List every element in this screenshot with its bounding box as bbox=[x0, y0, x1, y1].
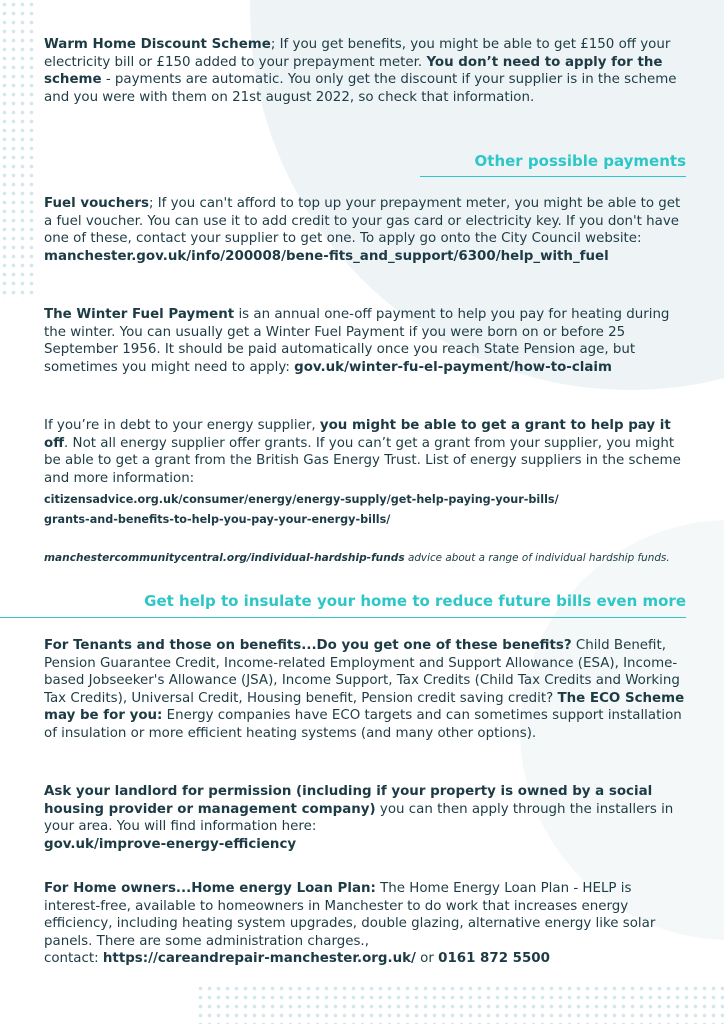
grant-highlight: you might be able to get a grant to help pay it off bbox=[44, 418, 671, 451]
text: If you’re in debt to your energy supplier, bbox=[44, 418, 320, 433]
citizens-advice-link-line2[interactable]: grants-and-benefits-to-help-you-pay-your-energy-bills/ bbox=[44, 513, 391, 526]
text: Energy companies have ECO targets and can sometimes support installation of insulation or more efficient heating systems (and many other options). bbox=[44, 708, 682, 741]
text: ; If you get benefits, you might be able to get £150 off your electricity bill or £150 added to your prepayment meter. bbox=[44, 37, 671, 70]
heading-rule bbox=[420, 176, 686, 177]
text: you can then apply through the installers in your area. You will find information here: bbox=[44, 801, 674, 835]
dot-pattern-bottom bbox=[196, 984, 724, 1024]
home-owners-title: For Home owners...Home energy Loan Plan: bbox=[44, 881, 376, 896]
heading-other-payments: Other possible payments bbox=[474, 152, 686, 170]
text: or bbox=[415, 951, 439, 967]
warm-home-discount-paragraph bbox=[44, 36, 686, 106]
text: - payments are automatic. You only get the discount if your supplier is in the scheme and you were with them on 21st august 2022, so check that information. bbox=[44, 72, 677, 105]
debt-paragraph bbox=[44, 417, 686, 487]
hardship-funds-link[interactable]: manchestercommunitycentral.org/individual-hardship-funds bbox=[44, 552, 405, 564]
citizens-advice-link-line1[interactable]: citizensadvice.org.uk/consumer/energy/energy-supply/get-help-paying-your-bills/ bbox=[44, 493, 559, 506]
landlord-title: Ask your landlord for permission (including if your property is owned by a social housing provider or management company) bbox=[44, 784, 653, 817]
section-rule bbox=[0, 617, 686, 618]
manchester-council-link[interactable]: manchester.gov.uk/info/200008/bene-fits_and_support/6300/help_with_fuel bbox=[44, 248, 609, 264]
winter-fuel-paragraph bbox=[44, 306, 686, 376]
landlord-paragraph bbox=[44, 783, 686, 853]
dot-pattern-left bbox=[0, 0, 36, 300]
winter-fuel-title: The Winter Fuel Payment bbox=[44, 307, 235, 322]
text: ; If you can't afford to top up your prepayment meter, you might be able to get a fuel voucher. You can use it to add credit to your gas card or electricity key. If you don't have one of these, contact your supplier to get one. To apply go onto the City Council website: bbox=[44, 196, 681, 247]
tenants-paragraph bbox=[44, 637, 686, 743]
text: . Not all energy supplier offer grants. If you can’t get a grant from your supplier, you might be able to get a grant from the British Gas Energy Trust. List of energy suppliers in the scheme and more information: bbox=[44, 435, 681, 486]
no-need-to-apply: You don’t need to apply for the scheme bbox=[44, 54, 663, 88]
warm-home-discount-title: Warm Home Discount Scheme bbox=[44, 37, 271, 52]
hardship-funds-paragraph bbox=[44, 550, 686, 568]
tenants-title: For Tenants and those on benefits...Do you get one of these benefits? bbox=[44, 638, 572, 653]
improve-efficiency-link[interactable]: gov.uk/improve-energy-efficiency bbox=[44, 836, 297, 852]
heading-insulate: Get help to insulate your home to reduce future bills even more bbox=[144, 592, 686, 610]
winter-fuel-link[interactable]: gov.uk/winter-fu-el-payment/how-to-claim bbox=[294, 359, 612, 375]
text: advice about a range of individual hardship funds. bbox=[404, 552, 670, 564]
fuel-vouchers-title: Fuel vouchers bbox=[44, 196, 149, 211]
phone-number[interactable]: 0161 872 5500 bbox=[438, 951, 550, 967]
care-and-repair-link[interactable]: https://careandrepair-manchester.org.uk/ bbox=[102, 951, 416, 967]
text: The Home Energy Loan Plan - HELP is interest-free, available to homeowners in Manchester to do work that increases energy efficiency, including heating system upgrades, double glazing, alternative energy like solar panels. There are some administration charges., bbox=[44, 881, 656, 949]
fuel-vouchers-paragraph bbox=[44, 195, 686, 265]
text: Child Benefit, Pension Guarantee Credit, Income-related Employment and Support Allowance (ESA), Income-based Jobseeker's Allowance (JSA), Income Support, Tax Credits (Child Tax Credits and Working Tax Credits), Universal Credit, Housing benefit, Pension credit saving credit? bbox=[44, 638, 680, 706]
text: is an annual one-off payment to help you pay for heating during the winter. You can usually get a Winter Fuel Payment if you were born on or before 25 September 1956. It should be paid automatically once you reach State Pension age, but sometimes you might need to apply: bbox=[44, 307, 670, 375]
text: contact: bbox=[44, 951, 103, 967]
eco-scheme-highlight: The ECO Scheme may be for you: bbox=[44, 690, 685, 724]
home-owners-paragraph bbox=[44, 880, 686, 968]
